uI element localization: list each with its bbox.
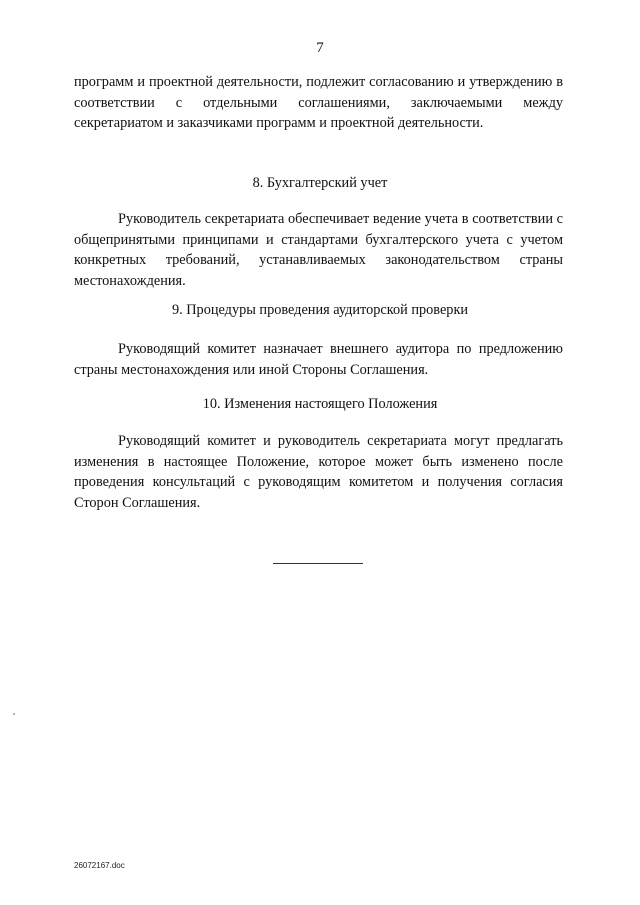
end-separator-line: [273, 563, 363, 564]
scan-speck: [13, 713, 15, 715]
section-amendments-paragraph: Руководящий комитет и руководитель секретариата могут предлагать изменения в настоящее Положение, которое может быть изменено после проведения консультаций с руководящим комитетом и получения согласия Сторон Соглашения.: [74, 433, 563, 511]
section-heading-amendments: 10. Изменения настоящего Положения: [202, 396, 438, 412]
section-audit-paragraph: Руководящий комитет назначает внешнего аудитора по предложению страны местонахождения или иной Стороны Соглашения.: [74, 341, 563, 378]
intro-paragraph: программ и проектной деятельности, подлежит согласованию и утверждению в соответствии с отдельными соглашениями, заключаемыми между секретариатом и заказчиками программ и проектной деятельности.: [74, 74, 563, 131]
section-audit-block: [74, 339, 563, 380]
page-number: 7: [316, 40, 324, 56]
footer-file-code: 26072167.doc: [74, 861, 125, 870]
section-accounting-block: [74, 209, 563, 291]
section-accounting-paragraph: Руководитель секретариата обеспечивает ведение учета в соответствии с общепринятыми принципами и стандартами бухгалтерского учета с учетом конкретных требований, устанавливаемых законодательством страны местонахождения.: [74, 211, 563, 289]
intro-paragraph-block: [74, 72, 563, 134]
section-heading-audit: 9. Процедуры проведения аудиторской проверки: [171, 302, 469, 318]
section-heading-accounting: 8. Бухгалтерский учет: [252, 175, 388, 191]
section-amendments-block: [74, 431, 563, 513]
